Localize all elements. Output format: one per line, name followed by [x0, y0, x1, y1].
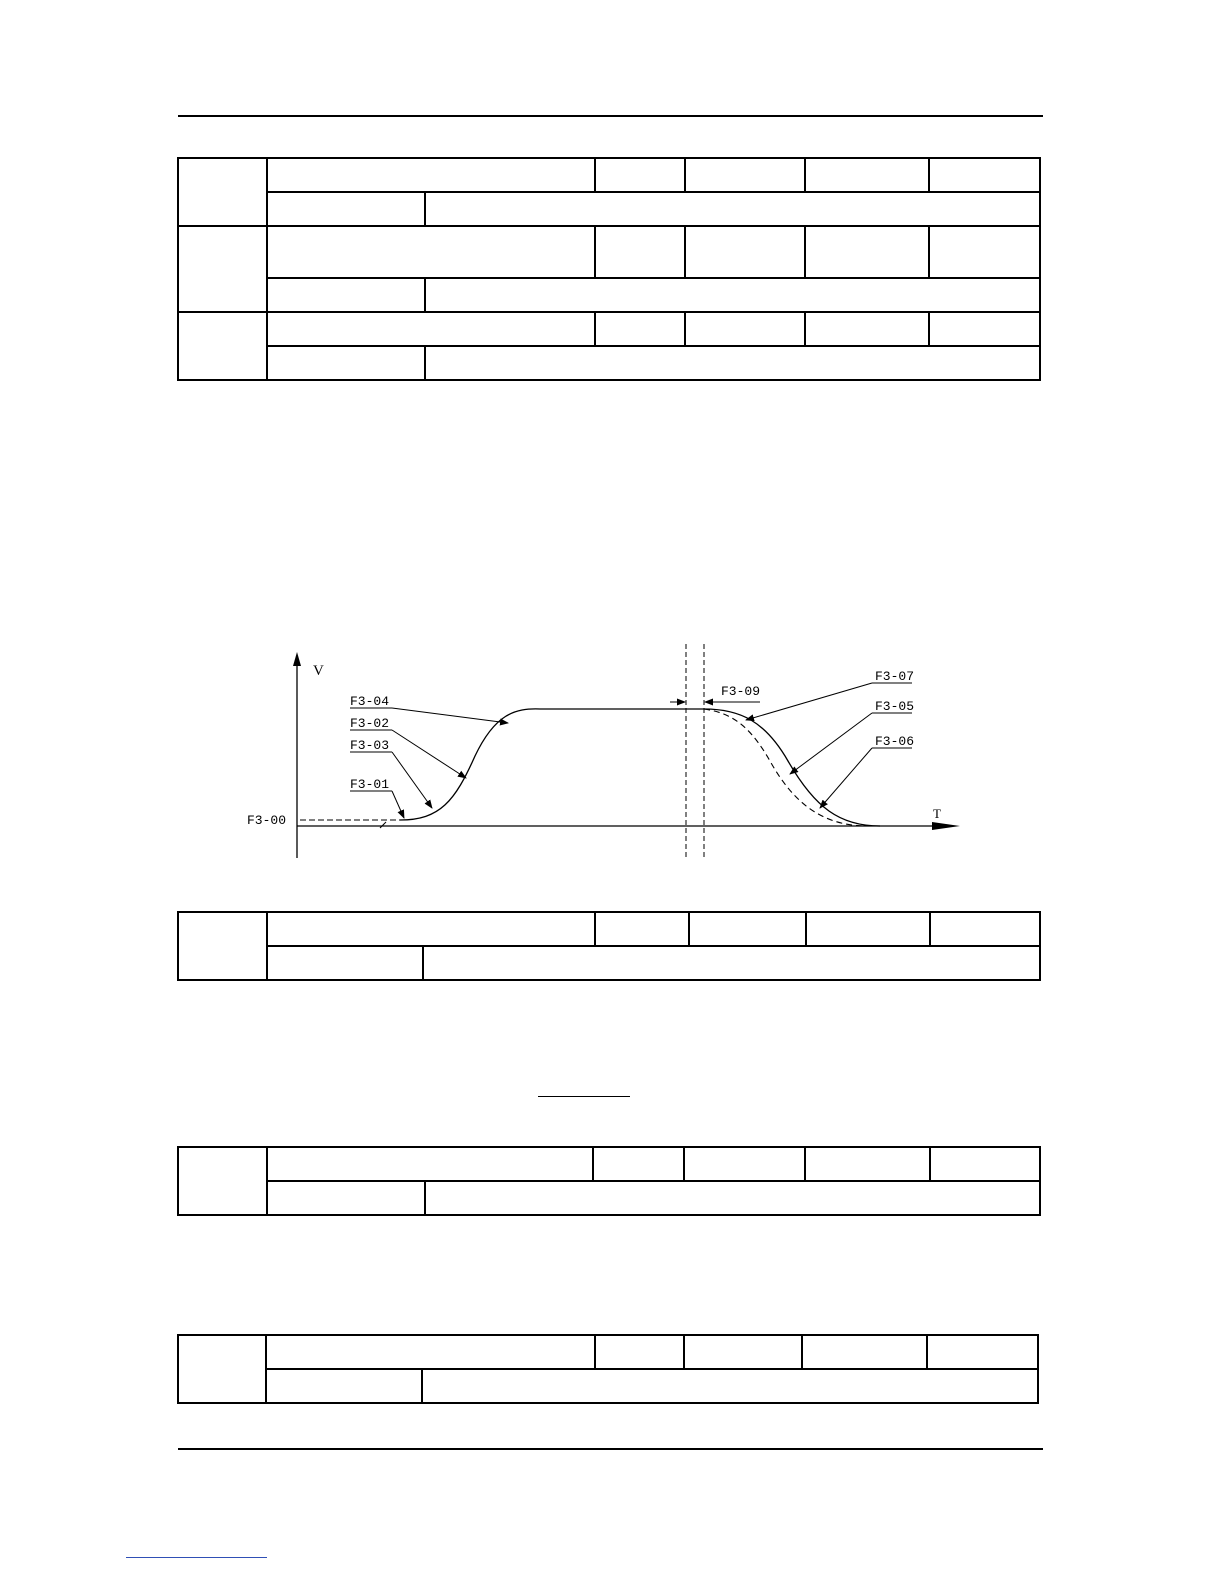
param-attr-cell	[929, 226, 1040, 278]
param-setting-label-cell	[267, 278, 425, 312]
param-code-cell	[178, 1147, 267, 1215]
table-row	[178, 1181, 1040, 1215]
label-f3-03: F3-03	[350, 738, 390, 753]
t-axis-label: T	[933, 806, 941, 821]
table-row	[178, 1369, 1038, 1403]
param-name-cell	[267, 226, 595, 278]
t-axis-arrowhead	[932, 822, 960, 830]
label-f3-07: F3-07	[875, 669, 915, 684]
param-name-cell	[267, 158, 595, 192]
parameter-table-3	[177, 1146, 1041, 1216]
param-setting-label-cell	[267, 346, 425, 380]
s-curve-svg	[240, 636, 970, 862]
param-range-cell	[685, 312, 805, 346]
param-setting-value-cell	[425, 192, 1040, 226]
param-default-cell	[593, 1147, 684, 1181]
param-setting-value-cell	[422, 1369, 1038, 1403]
v-axis-label: V	[313, 663, 324, 679]
param-default-cell	[595, 158, 685, 192]
param-unit-cell	[806, 912, 930, 946]
param-setting-label-cell	[267, 946, 423, 980]
param-setting-value-cell	[423, 946, 1040, 980]
param-name-cell	[267, 1147, 593, 1181]
arrow-f3-01	[392, 791, 404, 818]
leader-f3-00	[380, 822, 386, 828]
param-range-cell	[685, 226, 805, 278]
arrow-f3-02	[392, 730, 466, 778]
param-attr-cell	[930, 1147, 1040, 1181]
table-row	[178, 226, 1040, 278]
parameter-table-2	[177, 911, 1041, 981]
label-f3-04: F3-04	[350, 694, 390, 709]
param-setting-value-cell	[425, 346, 1040, 380]
v-axis-arrowhead	[293, 652, 301, 666]
table-row	[178, 158, 1040, 192]
param-name-cell	[267, 312, 595, 346]
param-unit-cell	[805, 312, 929, 346]
param-setting-value-cell	[425, 1181, 1040, 1215]
table-row	[178, 912, 1040, 946]
param-setting-label-cell	[266, 1369, 422, 1403]
arrow-f3-05	[790, 713, 872, 774]
param-setting-label-cell	[267, 192, 425, 226]
table-row	[178, 278, 1040, 312]
parameter-table-4	[177, 1334, 1039, 1404]
table-row	[178, 1147, 1040, 1181]
param-code-cell	[178, 1335, 266, 1403]
param-code-cell	[178, 312, 267, 380]
footer-link-underline[interactable]	[126, 1557, 267, 1558]
label-f3-05: F3-05	[875, 699, 915, 714]
param-unit-cell	[805, 158, 929, 192]
table-row	[178, 346, 1040, 380]
param-setting-label-cell	[267, 1181, 425, 1215]
arrow-f3-04	[392, 708, 508, 723]
param-code-cell	[178, 158, 267, 226]
label-f3-01: F3-01	[350, 777, 390, 792]
param-default-cell	[595, 312, 685, 346]
formula-fraction-bar	[538, 1096, 630, 1097]
param-range-cell	[685, 158, 805, 192]
label-f3-00: F3-00	[247, 813, 287, 828]
label-f3-02: F3-02	[350, 716, 390, 731]
param-attr-cell	[929, 312, 1040, 346]
param-unit-cell	[805, 226, 929, 278]
footer-rule	[178, 1448, 1043, 1450]
param-default-cell	[595, 912, 689, 946]
table-row	[178, 312, 1040, 346]
header-rule	[178, 115, 1043, 117]
param-attr-cell	[930, 912, 1040, 946]
arrow-f3-06	[820, 748, 872, 808]
param-range-cell	[684, 1335, 802, 1369]
param-default-cell	[595, 1335, 684, 1369]
param-name-cell	[267, 912, 595, 946]
param-unit-cell	[805, 1147, 930, 1181]
param-unit-cell	[802, 1335, 927, 1369]
table-row	[178, 946, 1040, 980]
table-row	[178, 1335, 1038, 1369]
param-attr-cell	[929, 158, 1040, 192]
s-curve-diagram	[240, 636, 970, 862]
param-range-cell	[689, 912, 806, 946]
label-f3-09: F3-09	[721, 684, 761, 699]
param-range-cell	[684, 1147, 805, 1181]
param-attr-cell	[927, 1335, 1038, 1369]
param-name-cell	[266, 1335, 595, 1369]
param-setting-value-cell	[425, 278, 1040, 312]
arrow-f3-07	[746, 683, 872, 720]
param-code-cell	[178, 912, 267, 980]
parameter-table-1	[177, 157, 1041, 381]
table-row	[178, 192, 1040, 226]
param-default-cell	[595, 226, 685, 278]
param-code-cell	[178, 226, 267, 312]
deceleration-curve-dashed	[704, 709, 868, 826]
label-f3-06: F3-06	[875, 734, 915, 749]
arrow-f3-03	[392, 752, 432, 808]
